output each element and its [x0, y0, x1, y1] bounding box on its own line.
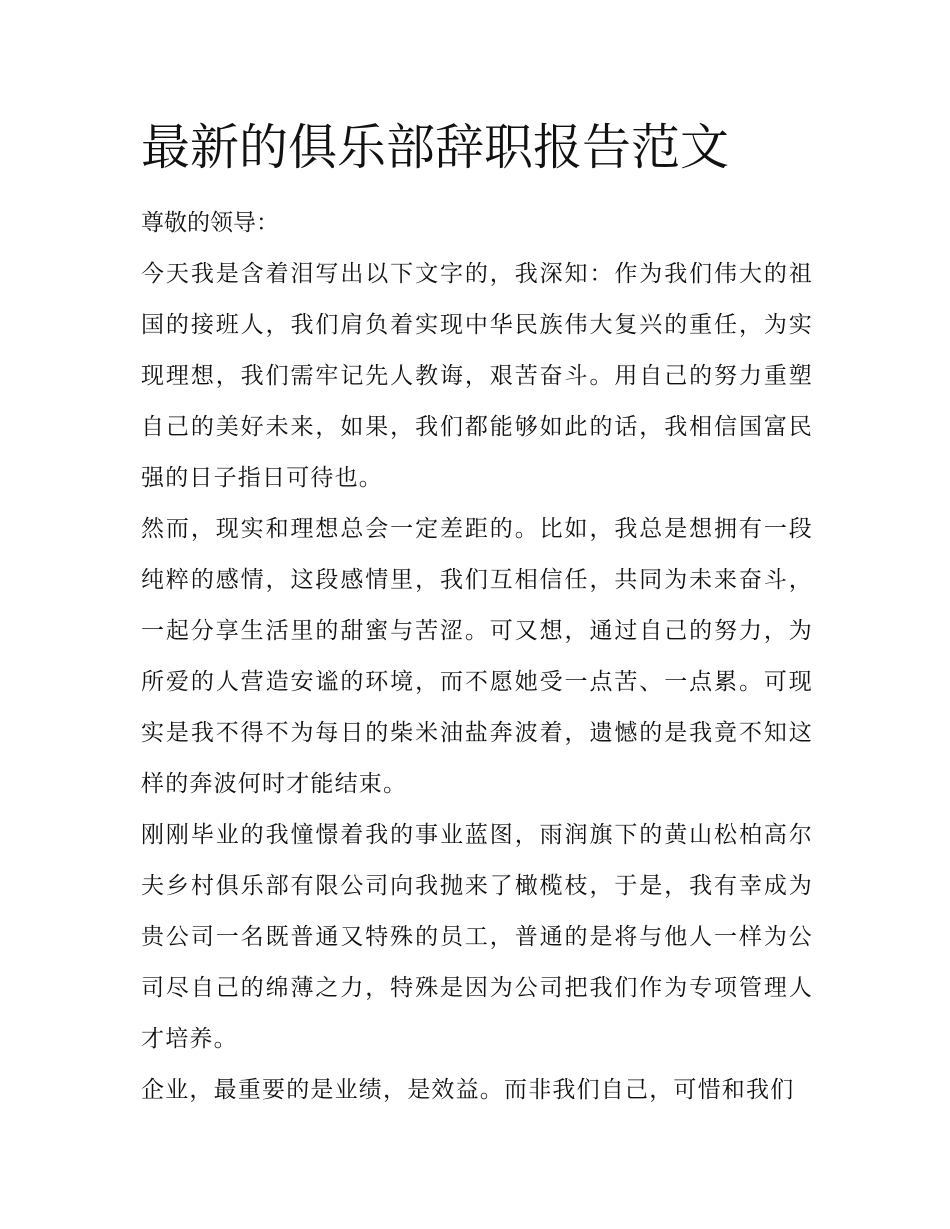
- paragraph-4: 企业，最重要的是业绩，是效益。而非我们自己，可惜和我们: [141, 1077, 795, 1103]
- document-title: 最新的俱乐部辞职报告范文: [141, 119, 730, 176]
- salutation: 尊敬的领导：: [141, 210, 279, 236]
- paragraph-1: 今天我是含着泪写出以下文字的，我深知：作为我们伟大的祖国的接班人，我们肩负着实现中华民族伟大复兴的重任，为实现理想，我们需牢记先人教诲，艰苦奋斗。用自己的努力重塑自己的美好未来，如果，我们都能够如此的话，我相信国富民强的日子指日可待也。: [141, 261, 813, 491]
- document-body: [141, 112, 813, 1116]
- paragraph-3: 刚刚毕业的我憧憬着我的事业蓝图，雨润旗下的黄山松柏高尔夫乡村俱乐部有限公司向我抛来了橄榄枝，于是，我有幸成为贵公司一名既普通又特殊的员工，普通的是将与他人一样为公司尽自己的绵薄之力，特殊是因为公司把我们作为专项管理人才培养。: [141, 822, 813, 1052]
- paragraph-2: 然而，现实和理想总会一定差距的。比如，我总是想拥有一段纯粹的感情，这段感情里，我们互相信任，共同为未来奋斗，一起分享生活里的甜蜜与苦涩。可又想，通过自己的努力，为所爱的人营造安谧的环境，而不愿她受一点苦、一点累。可现实是我不得不为每日的柴米油盐奔波着，遗憾的是我竟不知这样的奔波何时才能结束。: [141, 516, 813, 797]
